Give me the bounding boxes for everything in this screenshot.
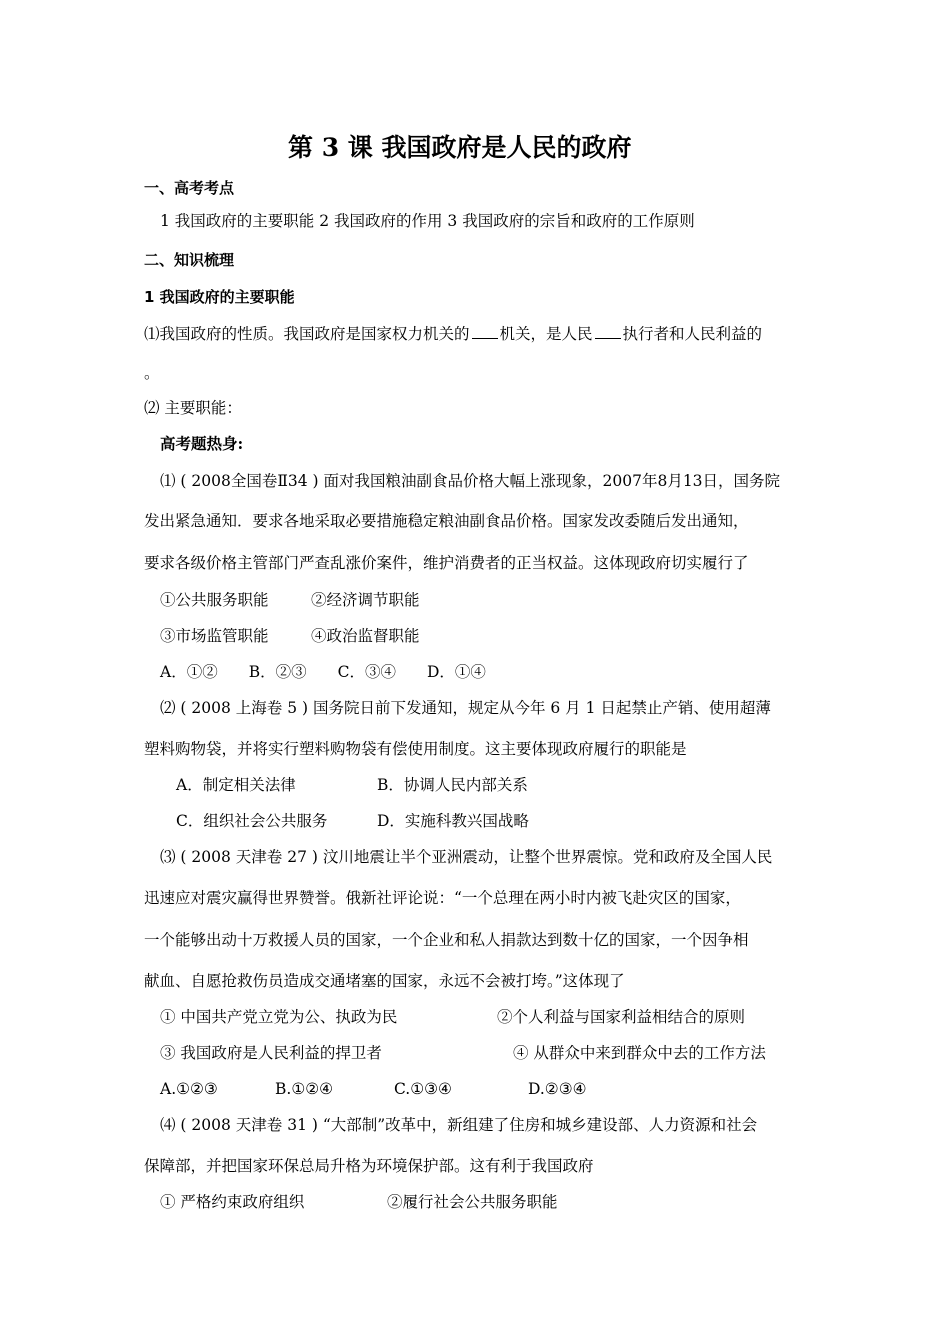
q3-choice-c: C.①③④ [394, 1080, 452, 1098]
q1-line-1: ⑴ ( 2008全国卷Ⅱ34 ) 面对我国粮油副食品价格大幅上涨现象，2007年8月13日，国务院 [160, 472, 781, 490]
q1-choices: A．①② B．②③ C．③④ D．①④ [160, 663, 486, 681]
q2-choice-a: A．制定相关法律 [176, 776, 296, 794]
fill-blank-1[interactable] [472, 324, 498, 339]
p1-end: 。 [144, 364, 160, 382]
q2-line-2: 塑料购物袋，并将实行塑料购物袋有偿使用制度。这主要体现政府履行的职能是 [144, 740, 687, 758]
q3-line-1: ⑶ ( 2008 天津卷 27 ) 汶川地震让半个亚洲震动，让整个世界震惊。党和政府及全国人民 [160, 848, 773, 866]
q1-option-4: ④政治监督职能 [311, 627, 420, 645]
q1-line-3: 要求各级价格主管部门严查乱涨价案件，维护消费者的正当权益。这体现政府切实履行了 [144, 554, 749, 572]
q3-choice-d: D.②③④ [528, 1080, 587, 1098]
subheading-main-functions: 1 我国政府的主要职能 [144, 288, 295, 306]
p1-part-b: 机关，是人民 [499, 325, 593, 343]
q3-choice-a: A.①②③ [160, 1080, 218, 1098]
fill-blank-2[interactable] [595, 324, 621, 339]
q3-line-3: 一个能够出动十万救援人员的国家，一个企业和私人捐款达到数十亿的国家，一个因争相 [144, 931, 749, 949]
q2-line-1: ⑵ ( 2008 上海卷 5 ) 国务院日前下发通知，规定从今年 6 月 1 日起禁止产销、使用超薄 [160, 699, 771, 717]
q4-line-1: ⑷ ( 2008 天津卷 31 ) “大部制”改革中，新组建了住房和城乡建设部、人力资源和社会 [160, 1116, 758, 1134]
section-heading-knowledge: 二、知识梳理 [144, 251, 235, 269]
q2-choice-b: B．协调人民内部关系 [377, 776, 528, 794]
q3-line-2: 迅速应对震灾赢得世界赞誉。俄新社评论说：“一个总理在两小时内被飞赴灾区的国家， [144, 889, 741, 907]
q1-option-1: ①公共服务职能 [160, 591, 269, 609]
p1-part-c: 执行者和人民利益的 [622, 325, 763, 343]
q4-line-2: 保障部，并把国家环保总局升格为环境保护部。这有利于我国政府 [144, 1157, 594, 1175]
q3-option-1: ① 中国共产党立党为公、执政为民 [160, 1008, 398, 1026]
exam-points-text: 1 我国政府的主要职能 2 我国政府的作用 3 我国政府的宗旨和政府的工作原则 [160, 212, 695, 230]
q2-choice-d: D．实施科教兴国战略 [377, 812, 529, 830]
q4-option-2: ②履行社会公共服务职能 [387, 1193, 558, 1211]
q3-option-4: ④ 从群众中来到群众中去的工作方法 [513, 1044, 766, 1062]
q1-option-3: ③市场监管职能 [160, 627, 269, 645]
q3-option-2: ②个人利益与国家利益相结合的原则 [497, 1008, 746, 1026]
q3-choice-b: B.①②④ [275, 1080, 334, 1098]
p1-part-a: ⑴我国政府的性质。我国政府是国家权力机关的 [144, 325, 470, 343]
section-heading-exam-points: 一、高考考点 [144, 179, 235, 197]
page-title: 第 3 课 我国政府是人民的政府 [288, 133, 632, 162]
q3-option-3: ③ 我国政府是人民利益的捍卫者 [160, 1044, 382, 1062]
q2-choice-c: C．组织社会公共服务 [176, 812, 328, 830]
q4-option-1: ① 严格约束政府组织 [160, 1193, 305, 1211]
warmup-heading: 高考题热身: [160, 434, 244, 453]
q1-option-2: ②经济调节职能 [311, 591, 420, 609]
paragraph-main-functions: ⑵ 主要职能： [144, 399, 242, 417]
q1-line-2: 发出紧急通知．要求各地采取必要措施稳定粮油副食品价格。国家发改委随后发出通知， [144, 512, 749, 530]
paragraph-government-nature [144, 324, 762, 344]
q3-line-4: 献血、自愿抢救伤员造成交通堵塞的国家，永远不会被打垮。”这体现了 [144, 972, 625, 990]
